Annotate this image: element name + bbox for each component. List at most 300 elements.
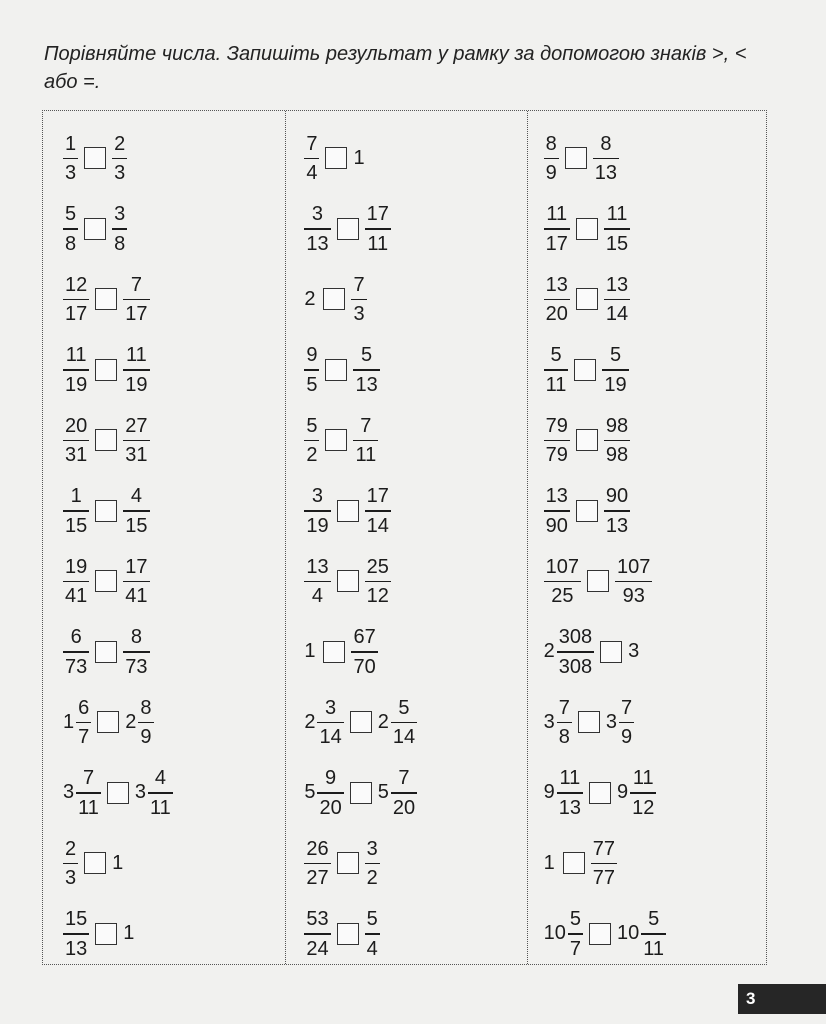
- answer-box[interactable]: [95, 288, 117, 310]
- denominator: 3: [65, 162, 77, 184]
- left-number: [304, 133, 319, 185]
- whole-part: 9: [543, 781, 555, 804]
- denominator: 9: [545, 162, 557, 184]
- fraction: [304, 485, 330, 537]
- answer-box[interactable]: [589, 923, 611, 945]
- denominator: 19: [65, 373, 88, 396]
- answer-box[interactable]: [84, 147, 106, 169]
- left-number: [63, 344, 89, 396]
- comparison-row: [304, 405, 526, 476]
- answer-box[interactable]: [576, 429, 598, 451]
- denominator: 12: [632, 796, 655, 819]
- denominator: 13: [306, 232, 329, 255]
- denominator: 13: [605, 514, 629, 537]
- answer-box[interactable]: [84, 852, 106, 874]
- numerator: 107: [545, 555, 580, 578]
- denominator: 14: [392, 726, 416, 748]
- numerator: 308: [558, 626, 593, 648]
- answer-box[interactable]: [350, 711, 372, 733]
- left-number: [63, 203, 78, 255]
- numerator: 8: [140, 696, 152, 719]
- numerator: 5: [550, 344, 562, 366]
- answer-box[interactable]: [95, 641, 117, 663]
- right-number: [123, 626, 149, 678]
- denominator: 79: [545, 444, 568, 466]
- answer-box[interactable]: [576, 218, 598, 240]
- fraction-bar: [304, 158, 319, 160]
- right-number: [112, 203, 127, 255]
- fraction-bar: [353, 369, 379, 371]
- fraction: [76, 767, 101, 819]
- fraction-bar: [544, 369, 569, 371]
- fraction-bar: [63, 158, 78, 160]
- fraction: [557, 697, 572, 749]
- numerator: 1: [70, 485, 82, 507]
- fraction: [615, 556, 652, 608]
- left-number: [544, 626, 595, 678]
- fraction: [353, 344, 379, 396]
- column-2: [286, 111, 527, 964]
- right-number: [123, 922, 136, 945]
- numerator: 90: [605, 485, 629, 507]
- fraction-bar: [604, 228, 630, 230]
- answer-box[interactable]: [325, 429, 347, 451]
- fraction-bar: [557, 651, 594, 653]
- whole-part: 3: [628, 640, 640, 663]
- left-number: [304, 838, 330, 890]
- fraction: [557, 767, 583, 819]
- comparison-row: [304, 335, 526, 406]
- fraction: [63, 203, 78, 255]
- right-number: [351, 274, 366, 326]
- comparison-row: [63, 264, 285, 335]
- fraction-bar: [112, 228, 127, 230]
- whole-part: 2: [125, 710, 137, 733]
- right-number: [123, 415, 149, 467]
- answer-box[interactable]: [84, 218, 106, 240]
- fraction-bar: [365, 863, 380, 865]
- whole-part: 1: [304, 640, 316, 663]
- numerator: 11: [65, 344, 87, 366]
- numerator: 5: [361, 344, 373, 366]
- fraction: [304, 415, 319, 467]
- numerator: 9: [325, 767, 337, 789]
- column-1: [43, 111, 286, 964]
- denominator: 4: [306, 162, 318, 184]
- fraction: [123, 415, 149, 467]
- right-number: [593, 133, 619, 185]
- fraction-bar: [304, 581, 330, 583]
- fraction-bar: [304, 863, 330, 865]
- denominator: 12: [366, 585, 389, 607]
- comparison-row: [544, 546, 766, 617]
- answer-box[interactable]: [565, 147, 587, 169]
- denominator: 14: [319, 726, 342, 748]
- fraction-bar: [544, 158, 559, 160]
- answer-box[interactable]: [589, 782, 611, 804]
- numerator: 7: [130, 273, 142, 296]
- answer-box[interactable]: [323, 288, 345, 310]
- fraction: [365, 908, 380, 960]
- left-number: [63, 415, 89, 467]
- numerator: 1: [65, 132, 77, 155]
- fraction: [544, 415, 570, 467]
- denominator: 31: [65, 444, 88, 466]
- fraction: [76, 697, 91, 749]
- numerator: 20: [65, 414, 88, 437]
- denominator: 90: [545, 514, 568, 537]
- left-number: [63, 697, 91, 749]
- denominator: 41: [65, 585, 88, 607]
- denominator: 11: [367, 232, 389, 255]
- answer-box[interactable]: [574, 359, 596, 381]
- answer-box[interactable]: [97, 711, 119, 733]
- numerator: 5: [398, 696, 410, 719]
- answer-box[interactable]: [563, 852, 585, 874]
- left-number: [304, 415, 319, 467]
- fraction: [544, 344, 569, 396]
- fraction: [365, 203, 391, 255]
- whole-part: 2: [377, 710, 389, 733]
- numerator: 5: [306, 414, 318, 437]
- numerator: 13: [545, 485, 568, 507]
- fraction-bar: [304, 933, 330, 935]
- numerator: 8: [545, 132, 557, 155]
- denominator: 7: [78, 726, 90, 748]
- fraction: [63, 274, 89, 326]
- fraction-bar: [604, 299, 630, 301]
- fraction-bar: [615, 581, 652, 583]
- comparison-row: [544, 123, 766, 194]
- answer-box[interactable]: [578, 711, 600, 733]
- whole-part: 1: [353, 146, 365, 169]
- right-number: [378, 767, 417, 819]
- denominator: 93: [622, 585, 645, 607]
- answer-box[interactable]: [337, 852, 359, 874]
- denominator: 31: [125, 444, 148, 466]
- answer-box[interactable]: [95, 570, 117, 592]
- left-number: [304, 640, 317, 663]
- fraction-bar: [123, 581, 149, 583]
- denominator: 19: [306, 514, 329, 537]
- comparison-row: [304, 194, 526, 265]
- numerator: 15: [65, 908, 88, 930]
- fraction-bar: [304, 440, 319, 442]
- fraction: [351, 274, 366, 326]
- fraction: [544, 274, 570, 326]
- denominator: 14: [366, 514, 389, 537]
- fraction-bar: [365, 228, 391, 230]
- right-number: [123, 485, 149, 537]
- answer-box[interactable]: [576, 500, 598, 522]
- fraction-bar: [123, 369, 149, 371]
- denominator: 20: [392, 796, 416, 819]
- answer-box[interactable]: [95, 500, 117, 522]
- whole-part: 1: [123, 922, 135, 945]
- fraction: [304, 344, 319, 396]
- fraction-bar: [63, 228, 78, 230]
- numerator: 7: [360, 414, 372, 437]
- left-number: [544, 415, 570, 467]
- numerator: 17: [366, 485, 389, 507]
- right-number: [125, 697, 153, 749]
- denominator: 20: [319, 796, 342, 819]
- denominator: 2: [366, 867, 378, 889]
- fraction: [317, 767, 343, 819]
- right-number: [365, 908, 380, 960]
- right-number: [604, 415, 630, 467]
- answer-box[interactable]: [95, 359, 117, 381]
- fraction-bar: [544, 299, 570, 301]
- left-number: [544, 767, 583, 819]
- fraction: [63, 133, 78, 185]
- numerator: 11: [559, 767, 581, 789]
- fraction-bar: [351, 299, 366, 301]
- comparison-row: [544, 828, 766, 899]
- fraction: [112, 133, 127, 185]
- comparison-row: [304, 899, 526, 970]
- right-number: [628, 640, 641, 663]
- right-number: [604, 274, 630, 326]
- right-number: [602, 344, 628, 396]
- fraction-bar: [365, 510, 391, 512]
- left-number: [544, 133, 559, 185]
- whole-part: 1: [543, 851, 555, 874]
- fraction-bar: [123, 651, 149, 653]
- left-number: [544, 556, 581, 608]
- right-number: [617, 908, 666, 960]
- right-number: [615, 556, 652, 608]
- numerator: 7: [306, 132, 318, 155]
- right-number: [353, 147, 366, 170]
- answer-box[interactable]: [325, 359, 347, 381]
- fraction-bar: [391, 792, 417, 794]
- comparison-row: [63, 899, 285, 970]
- denominator: 11: [545, 373, 567, 396]
- left-number: [544, 344, 569, 396]
- fraction: [304, 556, 330, 608]
- answer-box[interactable]: [337, 218, 359, 240]
- fraction-bar: [317, 792, 343, 794]
- denominator: 308: [558, 655, 593, 678]
- answer-box[interactable]: [95, 429, 117, 451]
- right-number: [606, 697, 634, 749]
- numerator: 7: [82, 767, 95, 789]
- left-number: [63, 838, 78, 890]
- comparison-row: [304, 828, 526, 899]
- numerator: 26: [306, 837, 329, 860]
- right-number: [123, 344, 149, 396]
- comparison-row: [63, 687, 285, 758]
- numerator: 4: [130, 485, 142, 507]
- answer-box[interactable]: [323, 641, 345, 663]
- fraction-bar: [304, 510, 330, 512]
- fraction-bar: [112, 158, 127, 160]
- fraction-bar: [604, 510, 630, 512]
- answer-box[interactable]: [600, 641, 622, 663]
- numerator: 5: [569, 908, 582, 930]
- answer-box[interactable]: [350, 782, 372, 804]
- answer-box[interactable]: [95, 923, 117, 945]
- answer-box[interactable]: [325, 147, 347, 169]
- whole-part: 1: [112, 851, 124, 874]
- denominator: 9: [140, 726, 152, 748]
- answer-box[interactable]: [587, 570, 609, 592]
- numerator: 3: [311, 485, 324, 507]
- right-number: [617, 767, 656, 819]
- comparison-row: [63, 123, 285, 194]
- denominator: 4: [366, 937, 378, 960]
- fraction: [63, 485, 89, 537]
- whole-part: 3: [543, 710, 555, 733]
- answer-box[interactable]: [337, 500, 359, 522]
- left-number: [544, 485, 570, 537]
- left-number: [63, 556, 89, 608]
- left-number: [544, 274, 570, 326]
- whole-part: 1: [63, 710, 75, 733]
- numerator: 13: [545, 273, 568, 296]
- comparison-row: [304, 264, 526, 335]
- fraction: [112, 203, 127, 255]
- fraction-bar: [63, 863, 78, 865]
- fraction: [544, 203, 570, 255]
- fraction-bar: [353, 440, 378, 442]
- denominator: 13: [355, 373, 378, 396]
- fraction-bar: [304, 228, 330, 230]
- denominator: 8: [114, 232, 126, 255]
- whole-part: 3: [134, 781, 147, 804]
- comparison-row: [304, 617, 526, 688]
- fraction-bar: [63, 369, 89, 371]
- comparison-row: [63, 335, 285, 406]
- fraction: [544, 556, 581, 608]
- left-number: [544, 908, 583, 960]
- denominator: 14: [605, 303, 629, 325]
- comparison-row: [304, 687, 526, 758]
- left-number: [304, 556, 330, 608]
- fraction: [138, 697, 153, 749]
- right-number: [604, 203, 630, 255]
- denominator: 15: [125, 514, 148, 537]
- fraction-bar: [602, 369, 628, 371]
- right-number: [365, 556, 391, 608]
- left-number: [63, 133, 78, 185]
- whole-part: 9: [617, 781, 629, 804]
- left-number: [63, 908, 89, 960]
- left-number: [304, 288, 317, 311]
- fraction-bar: [123, 510, 149, 512]
- denominator: 17: [125, 303, 148, 325]
- fraction-bar: [557, 722, 572, 724]
- comparison-row: [304, 123, 526, 194]
- comparison-row: [544, 194, 766, 265]
- numerator: 6: [70, 626, 82, 648]
- fraction-bar: [544, 510, 570, 512]
- whole-part: 5: [377, 781, 389, 804]
- comparison-row: [544, 758, 766, 829]
- denominator: 73: [125, 655, 148, 678]
- numerator: 27: [125, 414, 148, 437]
- whole-part: 10: [617, 922, 640, 945]
- whole-part: 2: [543, 640, 555, 663]
- fraction: [351, 626, 377, 678]
- comparison-row: [63, 405, 285, 476]
- fraction: [123, 556, 149, 608]
- fraction: [304, 908, 330, 960]
- left-number: [304, 203, 330, 255]
- denominator: 2: [306, 444, 318, 466]
- fraction-bar: [557, 792, 583, 794]
- answer-box[interactable]: [576, 288, 598, 310]
- fraction-bar: [76, 792, 101, 794]
- numerator: 12: [65, 273, 88, 296]
- numerator: 11: [546, 203, 568, 225]
- fraction-bar: [593, 158, 619, 160]
- denominator: 8: [65, 232, 77, 255]
- fraction-bar: [123, 299, 149, 301]
- fraction: [148, 767, 173, 819]
- fraction-bar: [63, 581, 89, 583]
- answer-box[interactable]: [337, 570, 359, 592]
- whole-part: 3: [605, 710, 618, 733]
- numerator: 7: [353, 273, 365, 296]
- numerator: 13: [306, 555, 329, 578]
- left-number: [544, 697, 572, 749]
- fraction-bar: [63, 933, 89, 935]
- fraction: [123, 626, 149, 678]
- fraction: [365, 838, 380, 890]
- denominator: 3: [114, 162, 126, 184]
- fraction: [593, 133, 619, 185]
- numerator: 67: [353, 626, 376, 648]
- fraction: [544, 133, 559, 185]
- denominator: 24: [306, 937, 329, 960]
- denominator: 9: [621, 726, 633, 748]
- right-number: [604, 485, 630, 537]
- comparison-row: [544, 617, 766, 688]
- denominator: 19: [604, 373, 627, 396]
- right-number: [353, 415, 378, 467]
- fraction: [63, 556, 89, 608]
- fraction-bar: [63, 510, 89, 512]
- numerator: 7: [558, 696, 570, 719]
- fraction-bar: [641, 933, 666, 935]
- numerator: 6: [78, 696, 90, 719]
- answer-box[interactable]: [337, 923, 359, 945]
- fraction: [604, 203, 630, 255]
- fraction: [604, 274, 630, 326]
- fraction-bar: [63, 299, 89, 301]
- fraction: [604, 415, 630, 467]
- right-number: [112, 133, 127, 185]
- fraction-bar: [63, 651, 89, 653]
- comparison-row: [304, 758, 526, 829]
- numerator: 17: [366, 203, 389, 225]
- denominator: 11: [78, 796, 99, 819]
- fraction: [568, 908, 583, 960]
- numerator: 5: [65, 203, 77, 225]
- fraction: [391, 697, 417, 749]
- left-number: [63, 485, 89, 537]
- denominator: 15: [605, 232, 629, 255]
- answer-box[interactable]: [107, 782, 129, 804]
- numerator: 19: [65, 555, 88, 578]
- left-number: [63, 626, 89, 678]
- right-number: [365, 203, 391, 255]
- denominator: 13: [558, 796, 582, 819]
- numerator: 98: [605, 414, 629, 437]
- fraction: [123, 344, 149, 396]
